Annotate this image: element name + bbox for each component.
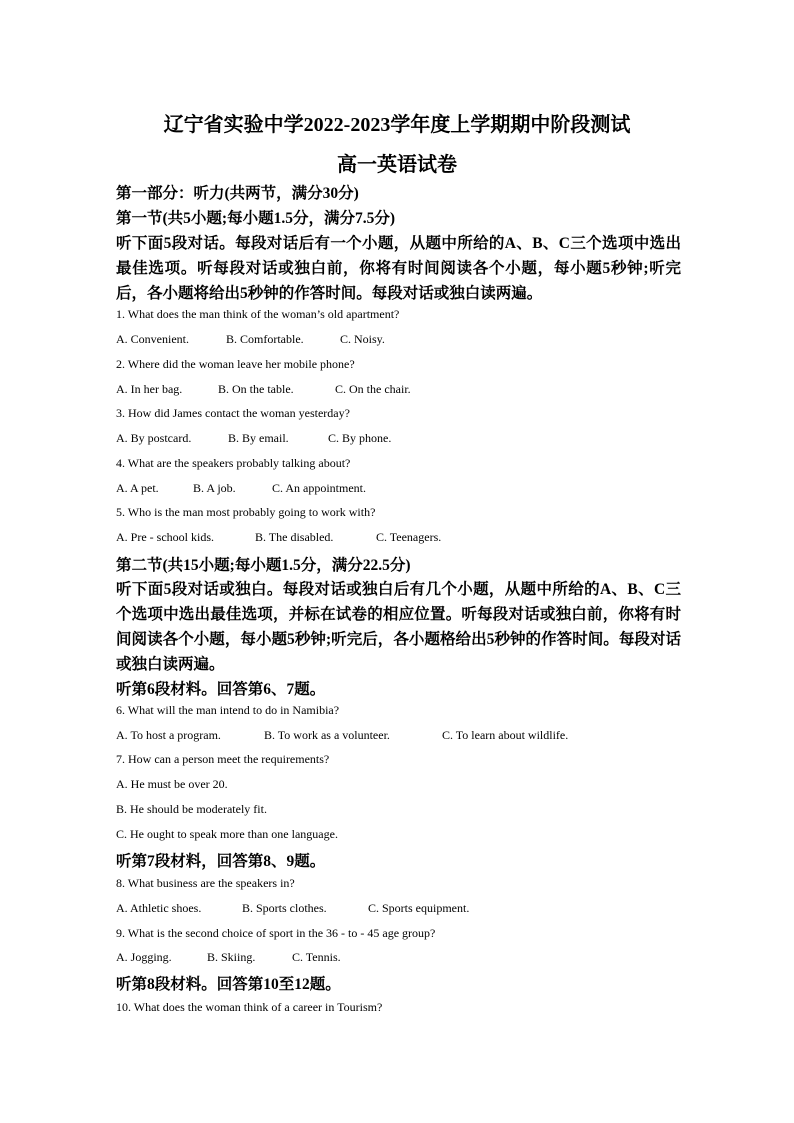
option-b: B. Comfortable. <box>226 332 304 346</box>
question-10: 10. What does the woman think of a career in Tourism? <box>116 1000 383 1014</box>
question-3-options <box>116 431 391 446</box>
option-b: B. On the table. <box>218 382 294 396</box>
option-a: A. Jogging. <box>116 950 172 964</box>
exam-title: 辽宁省实验中学2022-2023学年度上学期期中阶段测试 <box>163 114 631 136</box>
question-4-options <box>116 481 366 496</box>
question-8: 8. What business are the speakers in? <box>116 876 295 890</box>
option-a: A. By postcard. <box>116 431 192 445</box>
question-8-options <box>116 901 469 916</box>
question-2-options <box>116 382 411 397</box>
question-5-options <box>116 530 441 545</box>
option-c: C. To learn about wildlife. <box>442 728 569 742</box>
section1-instructions: 听下面5段对话。每段对话后有一个小题，从题中所给的A、B、C三个选项中选出最佳选项。听每段对话或独白前，你将有时间阅读各个小题，每小题5秒钟;听完后，各小题将给出5秒钟的作答时间。每段对话或独白读两遍。 <box>116 235 681 302</box>
material-6-heading: 听第6段材料。回答第6、7题。 <box>116 681 326 698</box>
option-c: C. Noisy. <box>340 332 385 346</box>
option-c: C. By phone. <box>328 431 392 445</box>
question-1: 1. What does the man think of the woman’s old apartment? <box>116 307 400 321</box>
option-b: B. To work as a volunteer. <box>264 728 390 742</box>
option-b: B. He should be moderately fit. <box>116 802 267 816</box>
option-b: B. A job. <box>193 481 236 495</box>
option-a: A. Athletic shoes. <box>116 901 202 915</box>
question-6: 6. What will the man intend to do in Namibia? <box>116 703 340 717</box>
option-b: B. Skiing. <box>207 950 256 964</box>
question-4: 4. What are the speakers probably talking about? <box>116 456 351 470</box>
question-9: 9. What is the second choice of sport in the 36 - to - 45 age group? <box>116 926 436 940</box>
material-7-heading: 听第7段材料，回答第8、9题。 <box>116 853 326 870</box>
question-3: 3. How did James contact the woman yesterday? <box>116 406 350 420</box>
option-c: C. Sports equipment. <box>368 901 470 915</box>
section2-heading: 第二节(共15小题;每小题1.5分，满分22.5分) <box>116 557 411 574</box>
exam-subtitle: 高一英语试卷 <box>337 154 457 176</box>
option-a: A. To host a program. <box>116 728 221 742</box>
option-c: C. On the chair. <box>335 382 411 396</box>
option-a: A. He must be over 20. <box>116 777 228 791</box>
question-2: 2. Where did the woman leave her mobile phone? <box>116 357 355 371</box>
question-9-options <box>116 950 341 965</box>
option-b: B. By email. <box>228 431 289 445</box>
option-c: C. An appointment. <box>272 481 366 495</box>
section2-instructions: 听下面5段对话或独白。每段对话或独白后有几个小题，从题中所给的A、B、C三个选项中选出最佳选项，并标在试卷的相应位置。听每段对话或独白前，你将有时间阅读各个小题，每小题5秒钟;听完后，各小题格给出5秒钟的作答时间。每段对话或独白读两遍。 <box>116 581 681 673</box>
option-c: C. Tennis. <box>292 950 341 964</box>
question-1-options <box>116 332 385 347</box>
option-a: A. Pre - school kids. <box>116 530 214 544</box>
option-b: B. The disabled. <box>255 530 334 544</box>
option-c: C. Teenagers. <box>376 530 442 544</box>
option-a: A. Convenient. <box>116 332 189 346</box>
question-7: 7. How can a person meet the requirements? <box>116 752 330 766</box>
question-5: 5. Who is the man most probably going to work with? <box>116 505 376 519</box>
material-8-heading: 听第8段材料。回答第10至12题。 <box>116 976 341 993</box>
option-a: A. A pet. <box>116 481 159 495</box>
section1-heading: 第一节(共5小题;每小题1.5分，满分7.5分) <box>116 210 395 227</box>
option-a: A. In her bag. <box>116 382 183 396</box>
part1-heading: 第一部分：听力(共两节，满分30分) <box>116 185 359 202</box>
question-6-options <box>116 728 568 743</box>
option-c: C. He ought to speak more than one language. <box>116 827 338 841</box>
option-b: B. Sports clothes. <box>242 901 327 915</box>
